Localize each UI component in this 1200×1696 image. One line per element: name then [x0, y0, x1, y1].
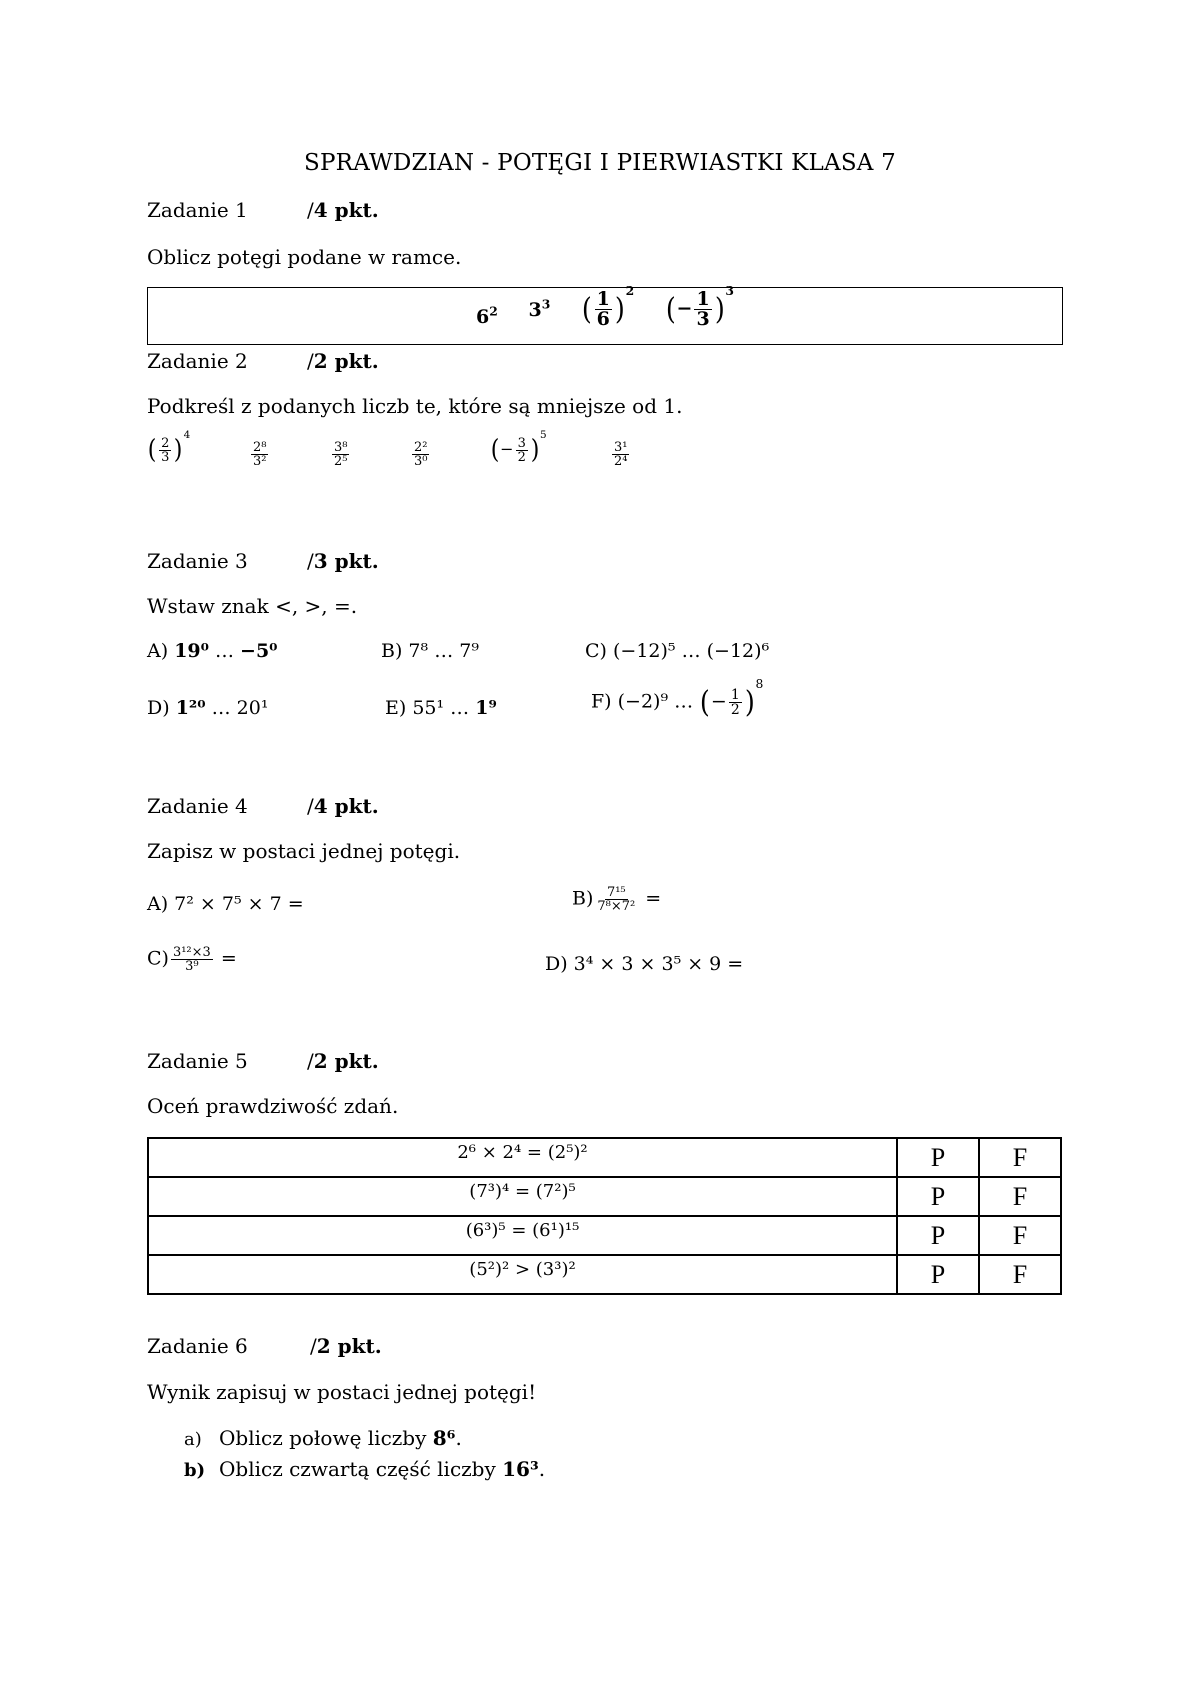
true-option[interactable]: P — [897, 1177, 979, 1216]
task-3-item-f[interactable]: F) (−2)⁹ … (− $\frac{1}{2}$ )$^8$ — [591, 677, 764, 720]
false-option[interactable]: F — [979, 1216, 1061, 1255]
task-4-item-c[interactable]: C) $\frac{\text{3¹²×3}}{\text{3⁹}}$ = — [147, 945, 237, 974]
false-option[interactable]: F — [979, 1255, 1061, 1294]
task-3-item-c[interactable]: C) (−12)⁵ … (−12)⁶ — [585, 640, 770, 662]
number-option[interactable]: ( $\frac{2}{3}$ )$^4$ — [147, 429, 191, 465]
task-3-item-d[interactable]: D) 1²⁰ … 20¹ — [147, 697, 269, 719]
statement-cell: (7³)⁴ = (7²)⁵ — [148, 1177, 897, 1216]
statement-cell: 2⁶ × 2⁴ = (2⁵)² — [148, 1138, 897, 1177]
task-1-expressions — [148, 283, 1062, 330]
false-option[interactable]: F — [979, 1138, 1061, 1177]
task-5-label: Zadanie 5 — [147, 1049, 248, 1073]
task-6-points: /2 pkt. — [310, 1334, 382, 1358]
task-4-instruction: Zapisz w postaci jednej potęgi. — [147, 839, 461, 863]
table-row — [148, 1216, 1061, 1255]
true-option[interactable]: P — [897, 1138, 979, 1177]
fraction-power-expression: ( $\frac{1}{6}$ )$^2$ — [581, 283, 635, 330]
task-5-points: /2 pkt. — [307, 1049, 379, 1073]
power-expression: $6^2$ — [476, 303, 498, 328]
number-option[interactable]: $\frac{\text{2²}}{\text{3⁰}}$ — [414, 440, 428, 469]
task-2-header — [147, 349, 447, 373]
task-3-header — [147, 549, 447, 573]
task-4-item-a[interactable]: A) 7² × 7⁵ × 7 = — [147, 893, 304, 915]
false-option[interactable]: F — [979, 1177, 1061, 1216]
task-3-label: Zadanie 3 — [147, 549, 248, 573]
task-6-header — [147, 1334, 447, 1358]
page-title: SPRAWDZIAN - POTĘGI I PIERWIASTKI KLASA 7 — [304, 150, 896, 176]
task-4-header — [147, 794, 447, 818]
task-4-item-d[interactable]: D) 3⁴ × 3 × 3⁵ × 9 = — [545, 953, 744, 975]
task-2-instruction: Podkreśl z podanych liczb te, które są mniejsze od 1. — [147, 394, 683, 418]
true-option[interactable]: P — [897, 1255, 979, 1294]
true-option[interactable]: P — [897, 1216, 979, 1255]
task-4-label: Zadanie 4 — [147, 794, 248, 818]
task-5-header — [147, 1049, 447, 1073]
table-row — [148, 1255, 1061, 1294]
task-6-instruction: Wynik zapisuj w postaci jednej potęgi! — [147, 1380, 537, 1404]
task-3-item-b[interactable]: B) 7⁸ … 7⁹ — [381, 640, 479, 662]
task-6-label: Zadanie 6 — [147, 1334, 248, 1358]
power-expression: $3^3$ — [528, 296, 551, 321]
task-1-points: /4 pkt. — [307, 198, 379, 222]
task-3-instruction: Wstaw znak <, >, =. — [147, 594, 358, 618]
statement-cell: (5²)² > (3³)² — [148, 1255, 897, 1294]
task-3-item-e[interactable]: E) 55¹ … 1⁹ — [385, 697, 497, 719]
task-3-item-a[interactable]: A) 19⁰ … −5⁰ — [147, 640, 278, 662]
task-1-box — [147, 283, 1063, 345]
task-6-item-b[interactable]: b) Oblicz czwartą część liczby 16³. — [184, 1457, 546, 1481]
true-false-table — [147, 1137, 1062, 1295]
task-4-points: /4 pkt. — [307, 794, 379, 818]
number-option[interactable]: $\frac{\text{2⁸}}{\text{3²}}$ — [253, 440, 267, 469]
fraction-power-expression: (− $\frac{1}{3}$ )$^3$ — [665, 283, 734, 330]
number-option[interactable]: $\frac{\text{3⁸}}{\text{2⁵}}$ — [334, 440, 348, 469]
task-1-header — [147, 198, 447, 222]
table-row — [148, 1138, 1061, 1177]
task-5-instruction: Oceń prawdziwość zdań. — [147, 1094, 399, 1118]
number-option[interactable]: $\frac{\text{3¹}}{\text{2⁴}}$ — [614, 440, 628, 469]
statement-cell: (6³)⁵ = (6¹)¹⁵ — [148, 1216, 897, 1255]
task-1-label: Zadanie 1 — [147, 198, 248, 222]
number-option[interactable]: (− $\frac{3}{2}$ )$^5$ — [490, 429, 547, 465]
task-2-label: Zadanie 2 — [147, 349, 248, 373]
task-3-points: /3 pkt. — [307, 549, 379, 573]
task-6-item-a[interactable]: a) Oblicz połowę liczby 8⁶. — [184, 1426, 462, 1450]
task-4-item-b[interactable]: B) $\frac{\text{7¹⁵}}{\text{7⁸×7²}}$ = — [572, 885, 662, 914]
task-1-instruction: Oblicz potęgi podane w ramce. — [147, 245, 462, 269]
table-row — [148, 1177, 1061, 1216]
task-2-points: /2 pkt. — [307, 349, 379, 373]
